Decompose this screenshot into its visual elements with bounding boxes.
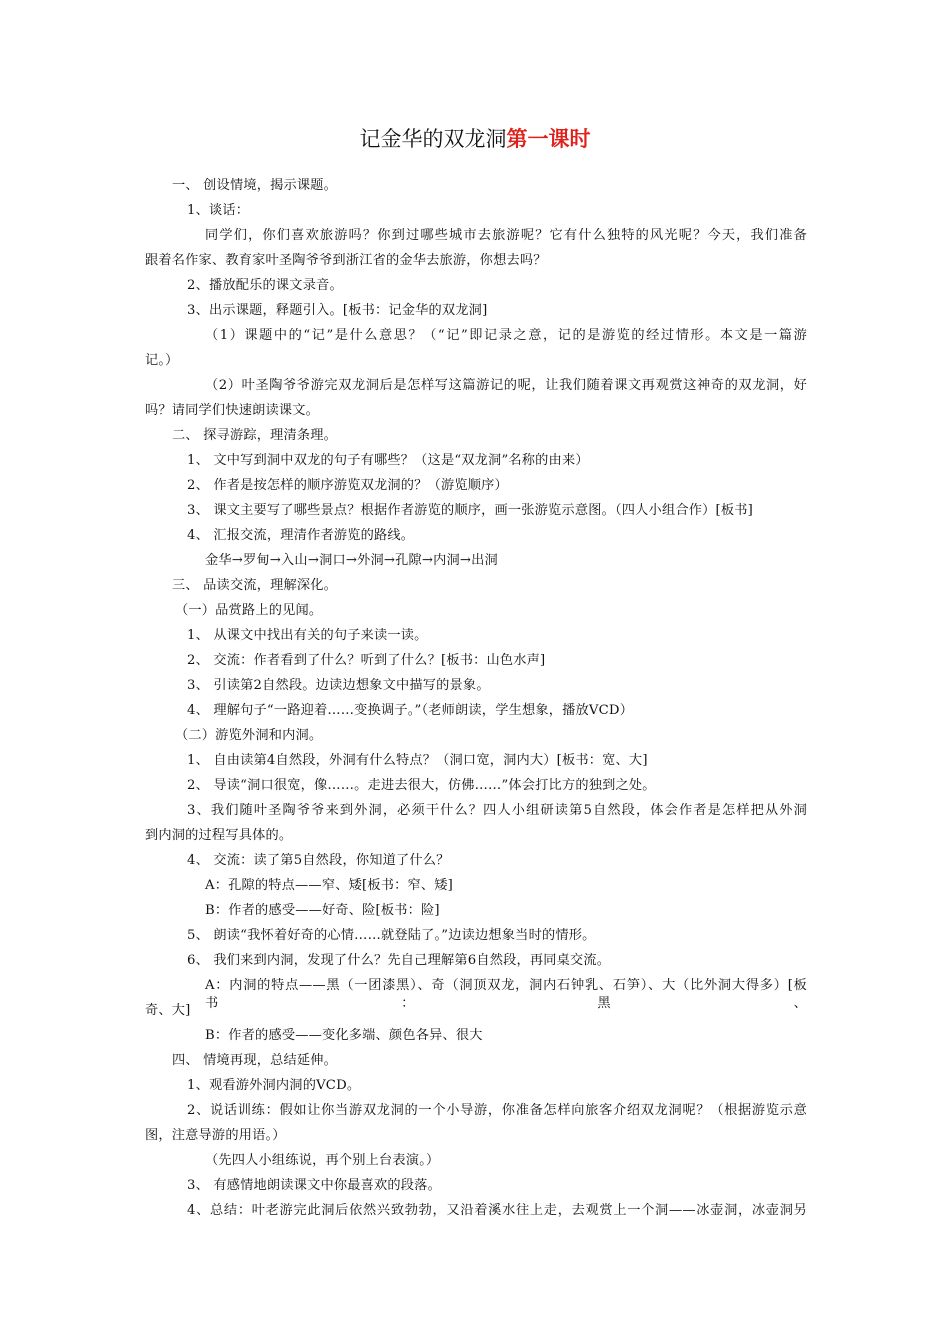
title-highlight: 第一课时: [506, 126, 591, 151]
paragraph-line: 记。）: [145, 353, 179, 368]
list-item: 5、 朗读“我怀着好奇的心情……就登陆了。”边读边想象当时的情形。: [187, 928, 596, 943]
paragraph-line: 2、播放配乐的课文录音。: [187, 278, 343, 293]
list-item: 1、 自由读第4自然段，外洞有什么特点？（洞口宽，洞内大）[板书：宽、大]: [187, 753, 648, 768]
subsection-heading: （二）游览外洞和内洞。: [175, 728, 323, 743]
paragraph-line: 到内洞的过程写具体的。: [145, 828, 293, 843]
list-item: 4、 汇报交流，理清作者游览的路线。: [187, 528, 415, 543]
document-title: [0, 124, 950, 154]
list-item: 2、 作者是按怎样的顺序游览双龙洞的？（游览顺序）: [187, 478, 508, 493]
paragraph-line: （先四人小组练说，再个别上台表演。）: [205, 1153, 440, 1168]
list-item: 2、 交流：作者看到了什么？听到了什么？[板书：山色水声]: [187, 653, 546, 668]
list-item: 4、 理解句子“一路迎着……变换调子。”（老师朗读，学生想象，播放VCD）: [187, 703, 634, 718]
list-item: 3、 有感情地朗读课文中你最喜欢的段落。: [187, 1178, 441, 1193]
list-item: 2、说话训练：假如让你当游双龙洞的一个小导游，你准备怎样向旅客介绍双龙洞呢？（根据游览示意: [187, 1103, 807, 1118]
route-line: 金华→罗甸→入山→洞口→外洞→孔隙→内洞→出洞: [205, 553, 498, 568]
section-heading: 一、 创设情境，揭示课题。: [172, 178, 338, 193]
list-item: 4、 交流：读了第5自然段，你知道了什么？: [187, 853, 450, 868]
paragraph-line: （2）叶圣陶爷爷游完双龙洞后是怎样写这篇游记的呢，让我们随着课文再观赏这神奇的双龙洞，好: [205, 378, 807, 393]
section-heading: 四、 情境再现，总结延伸。: [172, 1053, 338, 1068]
list-item: 4、总结：叶老游完此洞后依然兴致勃勃，又沿着溪水往上走，去观赏上一个洞——冰壶洞，冰壶洞另: [187, 1203, 807, 1218]
list-item: 3、 课文主要写了哪些景点？根据作者游览的顺序，画一张游览示意图。（四人小组合作）[板书]: [187, 503, 753, 518]
title-main: 记金华的双龙洞: [359, 127, 507, 151]
list-item: 2、 导读“洞口很宽，像……。走进去很大，仿佛……”体会打比方的独到之处。: [187, 778, 656, 793]
section-heading: 三、 品读交流，理解深化。: [172, 578, 338, 593]
list-item: 1、 从课文中找出有关的句子来读一读。: [187, 628, 428, 643]
list-item: 3、我们随叶圣陶爷爷来到外洞，必须干什么？四人小组研读第5自然段，体会作者是怎样把从外洞: [187, 803, 807, 818]
paragraph-line: 奇、大]: [145, 1003, 191, 1018]
list-item: 3、 引读第2自然段。边读边想象文中描写的景象。: [187, 678, 490, 693]
list-item: 6、 我们来到内洞，发现了什么？先自己理解第6自然段，再同桌交流。: [187, 953, 611, 968]
list-item: A：孔隙的特点——窄、矮[板书：窄、矮]: [205, 878, 453, 893]
list-item: B：作者的感受——好奇、险[板书：险]: [205, 903, 440, 918]
paragraph-line: 1、谈话：: [187, 203, 250, 218]
list-item: A：内洞的特点——黑（一团漆黑）、奇（洞顶双龙，洞内石钟乳、石笋）、大（比外洞大得多）[板书：黑、: [205, 978, 807, 1011]
paragraph-line: 跟着名作家、教育家叶圣陶爷爷到浙江省的金华去旅游，你想去吗？: [145, 253, 547, 268]
list-item: 1、观看游外洞内洞的VCD。: [187, 1078, 361, 1093]
paragraph-line: 吗？请同学们快速朗读课文。: [145, 403, 320, 418]
paragraph-line: 同学们，你们喜欢旅游吗？你到过哪些城市去旅游呢？它有什么独特的风光呢？今天，我们准备: [205, 228, 807, 243]
section-heading: 二、 探寻游踪，理清条理。: [172, 428, 338, 443]
list-item: B：作者的感受——变化多端、颜色各异、很大: [205, 1028, 483, 1043]
subsection-heading: （一）品赏路上的见闻。: [175, 603, 323, 618]
paragraph-line: 图，注意导游的用语。）: [145, 1128, 286, 1143]
paragraph-line: 3、出示课题，释题引入。[板书：记金华的双龙洞]: [187, 303, 488, 318]
paragraph-line: （1）课题中的“记”是什么意思？（“记”即记录之意，记的是游览的经过情形。本文是一篇游: [205, 328, 807, 343]
list-item: 1、 文中写到洞中双龙的句子有哪些？（这是“双龙洞”名称的由来）: [187, 453, 589, 468]
